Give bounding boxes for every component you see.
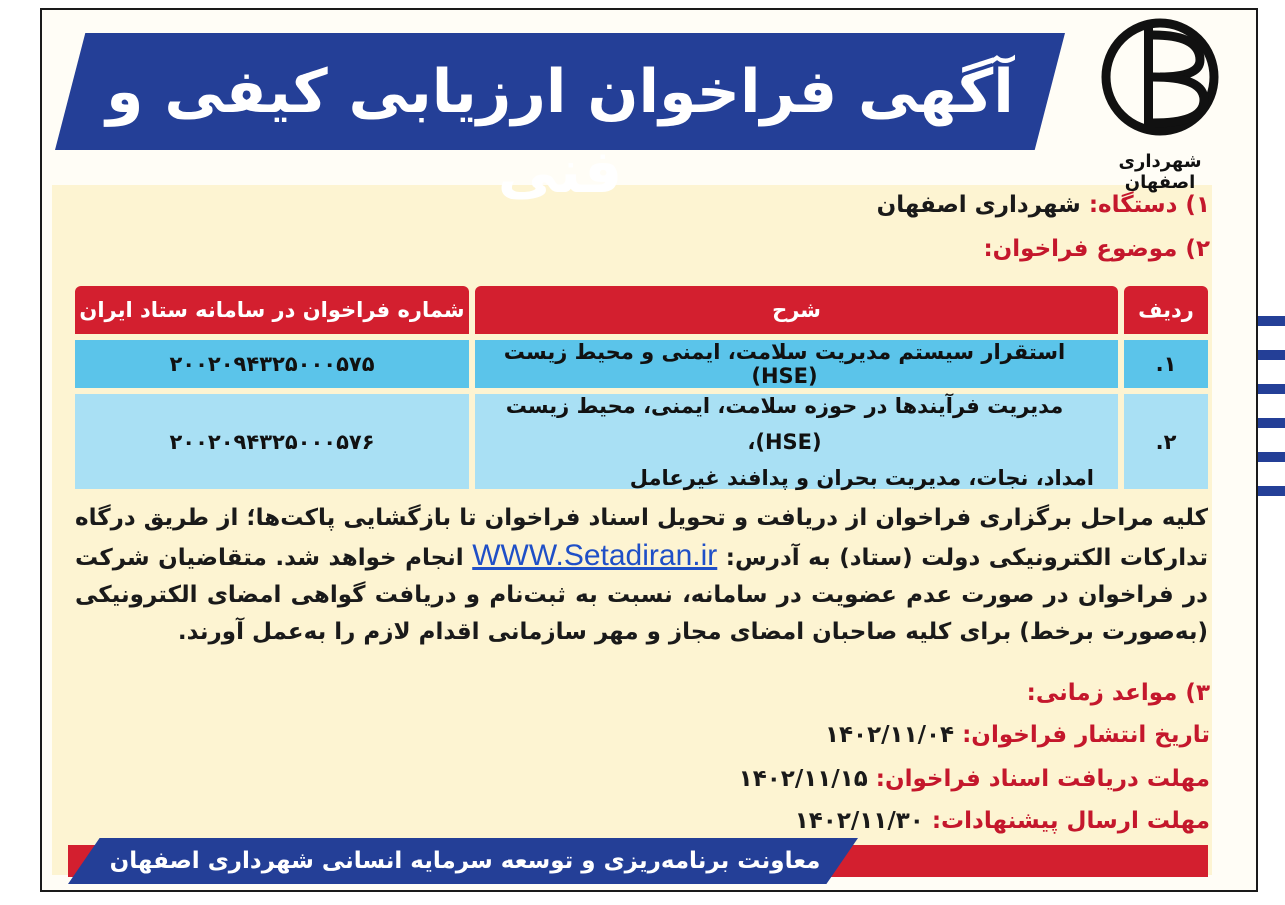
row-description-line1: مدیریت فرآیندها در حوزه سلامت، ایمنی، محیط زیست (HSE)، xyxy=(505,393,1064,454)
side-marks xyxy=(1258,316,1285,546)
row-tender-number: ۲۰۰۲۰۹۴۳۲۵۰۰۰۵۷۵ xyxy=(75,340,469,388)
row-index: ۱. xyxy=(1124,340,1208,388)
table-row xyxy=(75,394,1208,489)
header-tender-number: شماره فراخوان در سامانه ستاد ایران xyxy=(75,286,469,334)
side-mark xyxy=(1258,452,1285,462)
page-title: آگهی فراخوان ارزیابی کیفی و فنی xyxy=(106,57,1014,207)
deadlines-label: ۳) مواعد زمانی: xyxy=(1026,680,1210,706)
header-description: شرح xyxy=(475,286,1118,334)
procedure-paragraph xyxy=(75,500,1208,651)
organization-value: شهرداری اصفهان xyxy=(876,192,1081,218)
side-mark xyxy=(1258,316,1285,326)
row-index: ۲. xyxy=(1124,394,1208,489)
paragraph-part2: انجام خواهد شد. متقاضیان شرکت در فراخوان در صورت عدم عضویت در سامانه، نسبت به ثبت‌نام و دریافت گواهی امضای الکترونیکی (به‌صورت برخط) برای کلیه صاحبان امضای مجاز و مهر سازمانی اقدام لازم را به‌عمل آورند. xyxy=(75,545,1208,645)
publish-date: ۱۴۰۲/۱۱/۰۴ xyxy=(824,722,955,748)
tender-table xyxy=(75,286,1208,491)
setadiran-link[interactable]: WWW.Setadiran.ir xyxy=(472,539,718,572)
documents-label: مهلت دریافت اسناد فراخوان: xyxy=(875,766,1210,792)
proposals-date: ۱۴۰۲/۱۱/۳۰ xyxy=(794,808,924,834)
side-mark xyxy=(1258,486,1285,496)
documents-date: ۱۴۰۲/۱۱/۱۵ xyxy=(738,766,868,792)
paragraph-part1: کلیه مراحل برگزاری فراخوان از دریافت و تحویل اسناد فراخوان تا بازگشایی پاکت‌ها؛ از طریق درگاه تدارکات الکترونیکی دولت (ستاد) به آدرس: xyxy=(75,505,1209,571)
date-proposals xyxy=(795,808,1210,834)
row-tender-number: ۲۰۰۲۰۹۴۳۲۵۰۰۰۵۷۶ xyxy=(75,394,469,489)
proposals-label: مهلت ارسال پیشنهادات: xyxy=(931,808,1210,834)
side-mark xyxy=(1258,418,1285,428)
section-organization xyxy=(877,192,1210,218)
logo-caption: شهرداری اصفهان xyxy=(1118,151,1202,193)
organization-label: ۱) دستگاه: xyxy=(1088,192,1210,218)
row-description xyxy=(475,394,1118,489)
municipality-logo xyxy=(1085,15,1235,193)
side-mark xyxy=(1258,384,1285,394)
header-index: ردیف xyxy=(1124,286,1208,334)
date-publish xyxy=(825,722,1210,748)
table-row xyxy=(75,340,1208,388)
side-mark xyxy=(1258,350,1285,360)
row-description: استقرار سیستم مدیریت سلامت، ایمنی و محیط زیست (HSE) xyxy=(475,340,1118,388)
section-deadlines xyxy=(1027,680,1210,706)
section-subject xyxy=(983,236,1210,262)
row-description-line2: امداد، نجات، مدیریت بحران و پدافند غیرعامل xyxy=(629,465,1094,490)
subject-label: ۲) موضوع فراخوان: xyxy=(983,236,1210,262)
date-documents xyxy=(739,766,1210,792)
publish-label: تاریخ انتشار فراخوان: xyxy=(962,722,1210,748)
footer-text: معاونت برنامه‌ریزی و توسعه سرمایه انسانی شهرداری اصفهان xyxy=(109,848,821,874)
logo-emblem-icon xyxy=(1100,15,1220,145)
